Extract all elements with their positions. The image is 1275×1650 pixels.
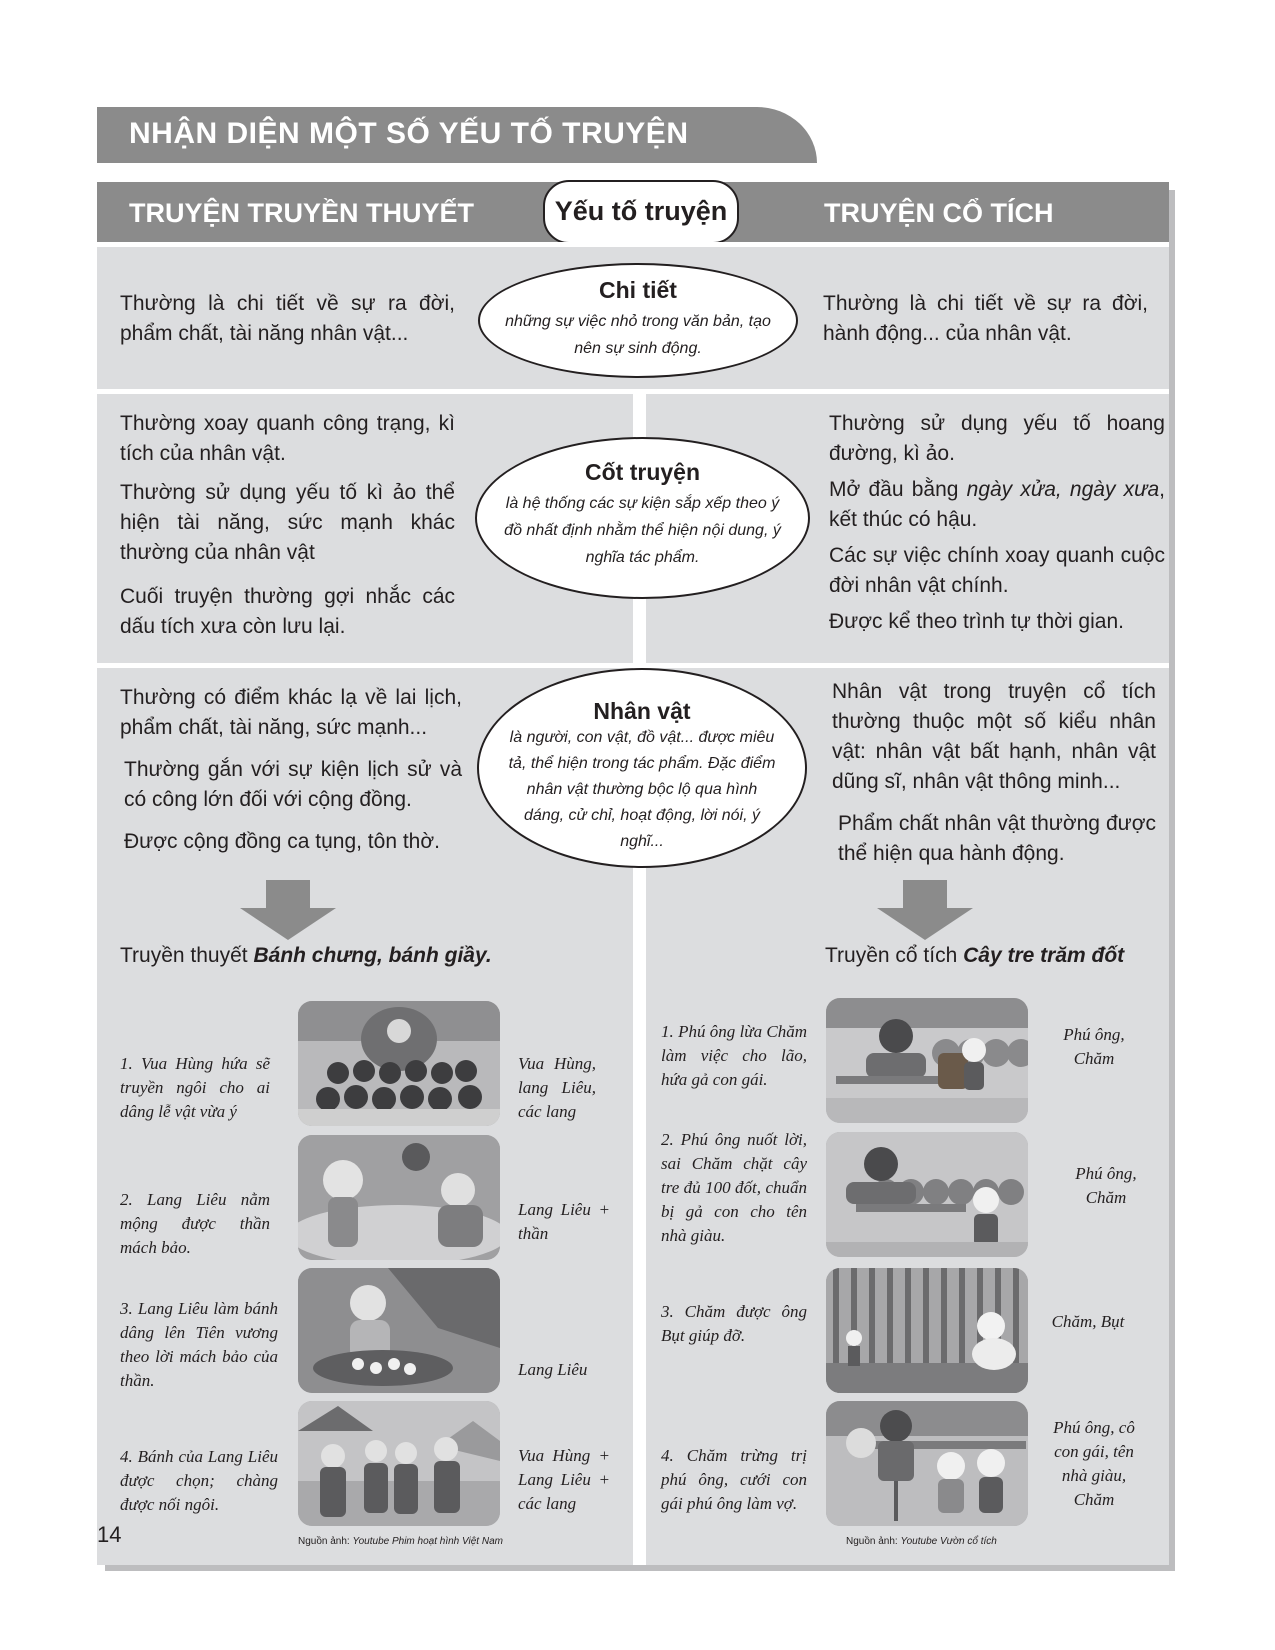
fairy-scene-image bbox=[826, 998, 1028, 1123]
legend-scene-image bbox=[298, 1401, 500, 1526]
fairy-scene-image bbox=[826, 1132, 1028, 1257]
header-story-elements bbox=[543, 180, 739, 244]
legend-detail-text: Thường là chi tiết về sự ra đời, phẩm chất, tài năng nhân vật... bbox=[120, 292, 455, 345]
header-fairy-tale bbox=[724, 182, 1169, 242]
down-arrow-icon bbox=[240, 880, 336, 940]
fairy-scene-event: 3. Chăm được ông Bụt giúp đỡ. bbox=[661, 1302, 807, 1345]
legend-scene-event: 1. Vua Hùng hứa sẽ truyền ngôi cho ai dâng lễ vật vừa ý bbox=[120, 1054, 270, 1121]
fairy-detail-text: Thường là chi tiết về sự ra đời, hành động... của nhân vật. bbox=[823, 292, 1148, 345]
fairy-image-source: Nguồn ảnh: Youtube Vườn cổ tích bbox=[846, 1536, 997, 1547]
fairy-scene-image bbox=[826, 1401, 1028, 1526]
element-name: Nhân vật bbox=[593, 698, 691, 724]
element-detail-ellipse bbox=[478, 263, 798, 378]
page-number: 14 bbox=[97, 1522, 122, 1547]
fairy-scene-characters: Phú ông, cô con gái, tên nhà giàu, Chăm bbox=[1053, 1418, 1135, 1509]
element-plot-ellipse bbox=[475, 437, 810, 599]
legend-scene-image bbox=[298, 1001, 500, 1126]
page-title: NHẬN DIỆN MỘT SỐ YẾU TỐ TRUYỆN bbox=[129, 117, 689, 150]
fairy-plot-opening: Mở đầu bằng ngày xửa, ngày xưa, kết thúc có hậu. bbox=[829, 478, 1165, 531]
fairy-plot-text: Thường sử dụng yếu tố hoang đường, kì ảo. Mở đầu bằng ngày xửa, ngày xưa, kết thúc có hậu. Các sự việc chính xoay quanh cuộc đời nhân vật chính. Được kể theo trình tự thời gian. bbox=[829, 412, 1165, 633]
fairy-scene-characters: Phú ông, Chăm bbox=[1075, 1164, 1137, 1207]
divider bbox=[97, 242, 1169, 247]
frame-shadow-right bbox=[1169, 190, 1175, 1571]
legend-character-text: Thường có điểm khác lạ về lai lịch, phẩm chất, tài năng, sức mạnh... Thường gắn với sự kiện lịch sử và có công lớn đối với cộng đồng. Được cộng đồng ca tụng, tôn thờ. bbox=[120, 686, 462, 853]
legend-plot-text: Thường xoay quanh công trạng, kì tích của nhân vật. Thường sử dụng yếu tố kì ảo thể hiện tài năng, sức mạnh khác thường của nhân vật Cuối truyện thường gợi nhắc các dấu tích xưa còn lưu lại. bbox=[120, 412, 455, 638]
legend-story-title: Truyền thuyết Bánh chưng, bánh giầy. bbox=[120, 944, 492, 967]
element-desc: những sự việc nhỏ trong văn bản, tạo nên sự sinh động. bbox=[505, 313, 771, 357]
fairy-scene-characters: Chăm, Bụt bbox=[1051, 1312, 1125, 1331]
fairy-character-text: Nhân vật trong truyện cổ tích thường thuộc một số kiểu nhân vật: nhân vật bất hạnh, nhân vật dũng sĩ, nhân vật thông minh... Phẩm chất nhân vật thường được thể hiện qua hành động. bbox=[832, 680, 1156, 865]
fairy-scene-event: 2. Phú ông nuốt lời, sai Chăm chặt cây tre đủ 100 đốt, chuẩn bị gả con cho tên nhà giàu. bbox=[661, 1130, 807, 1245]
fairy-scene-event: 4. Chăm trừng trị phú ông, cưới con gái phú ông làm vợ. bbox=[661, 1446, 807, 1513]
legend-scene-characters: Vua Hùng, lang Liêu, các lang bbox=[518, 1054, 596, 1121]
fairy-scene-image bbox=[826, 1268, 1028, 1393]
header-center-label: Yếu tố truyện bbox=[554, 196, 728, 226]
down-arrow-icon bbox=[877, 880, 973, 940]
fairy-scene-characters: Phú ông, Chăm bbox=[1063, 1025, 1125, 1068]
fairy-scene-event: 1. Phú ông lừa Chăm làm việc cho lão, hứa gả con gái. bbox=[661, 1022, 807, 1089]
fairy-story-title: Truyền cổ tích Cây tre trăm đốt bbox=[825, 944, 1125, 967]
element-name: Chi tiết bbox=[599, 277, 677, 303]
element-name: Cốt truyện bbox=[585, 459, 700, 485]
legend-scene-characters: Vua Hùng + Lang Liêu + các lang bbox=[518, 1446, 610, 1513]
header-legend bbox=[97, 182, 573, 242]
header-legend-label: TRUYỆN TRUYỀN THUYẾT bbox=[129, 198, 475, 228]
legend-scene-characters: Lang Liêu + thần bbox=[518, 1200, 610, 1243]
element-desc: là hệ thống các sự kiện sắp xếp theo ý đồ nhất định nhằm thể hiện nội dung, ý nghĩa tác phẩm. bbox=[504, 495, 781, 566]
legend-scene-characters: Lang Liêu bbox=[518, 1360, 588, 1379]
legend-scene-image bbox=[298, 1135, 500, 1260]
header-fairy-label: TRUYỆN CỔ TÍCH bbox=[824, 198, 1054, 228]
section-title-bar bbox=[97, 107, 817, 163]
legend-scene-event: 4. Bánh của Lang Liêu được chọn; chàng được nối ngôi. bbox=[120, 1447, 278, 1514]
element-character-ellipse bbox=[477, 668, 807, 868]
frame-shadow-bottom bbox=[105, 1565, 1175, 1571]
legend-scene-event: 3. Lang Liêu làm bánh dâng lên Tiên vương theo lời mách bảo của thần. bbox=[120, 1299, 278, 1390]
legend-scene-image bbox=[298, 1268, 500, 1393]
legend-scene-event: 2. Lang Liêu nằm mộng được thần mách bảo. bbox=[120, 1190, 270, 1257]
legend-image-source: Nguồn ảnh: Youtube Phim hoạt hình Việt Nam bbox=[298, 1536, 503, 1547]
element-desc: là người, con vật, đồ vật... được miêu tả, thể hiện trong tác phẩm. Đặc điểm nhân vật thường bộc lộ qua hình dáng, cử chỉ, hoạt động, lời nói, ý nghĩ... bbox=[508, 729, 776, 850]
